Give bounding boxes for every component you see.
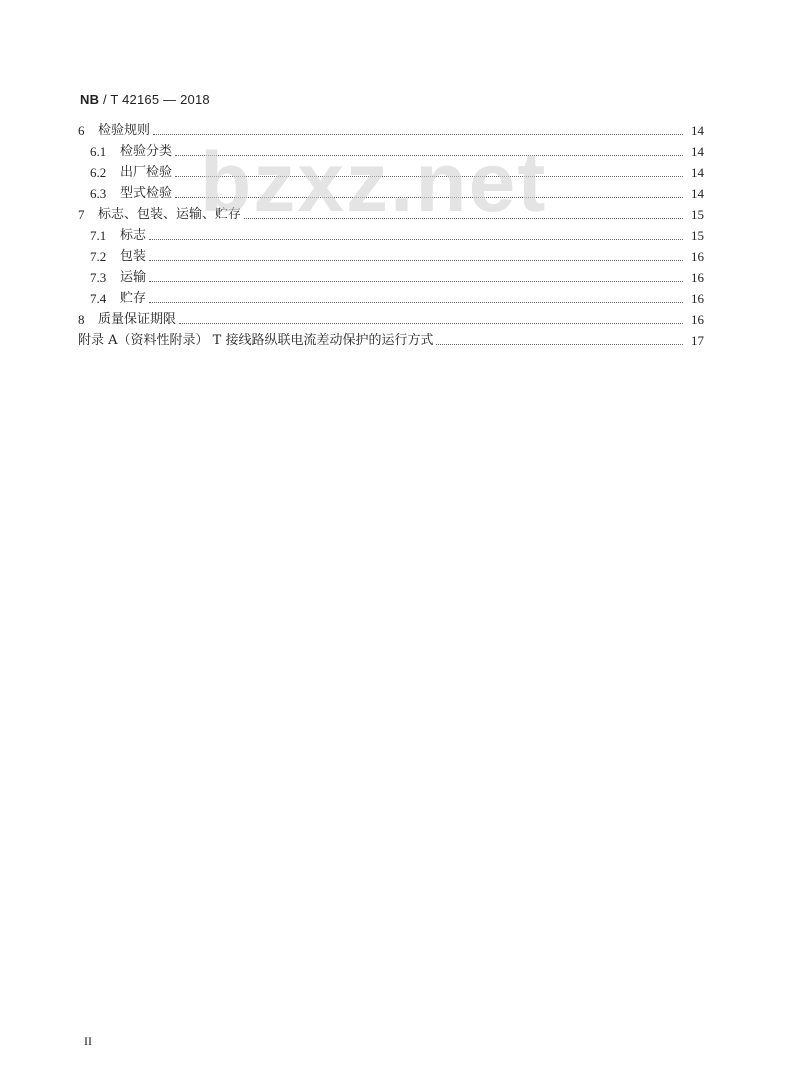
- toc-page: 14: [691, 144, 704, 159]
- toc-number: 7.3: [90, 270, 107, 285]
- toc-title: 附录 A（资料性附录） T 接线路纵联电流差动保护的运行方式: [78, 333, 434, 348]
- dot-leader: [175, 196, 683, 198]
- standard-code: / T 42165 — 2018: [99, 92, 210, 107]
- toc-number: 6: [78, 123, 85, 138]
- toc-title: 出厂检验: [120, 165, 173, 180]
- dot-leader: [244, 217, 683, 219]
- toc-page: 16: [691, 312, 704, 327]
- toc-title: 标志: [120, 228, 147, 243]
- toc-page: 14: [691, 123, 704, 138]
- toc-entry-7[interactable]: [78, 204, 704, 225]
- dot-leader: [153, 133, 683, 135]
- toc-title: 检验分类: [120, 144, 173, 159]
- toc-page: 16: [691, 270, 704, 285]
- toc-entry-6-1[interactable]: [78, 141, 704, 162]
- toc-title: 检验规则: [98, 123, 151, 138]
- toc-entry-7-3[interactable]: [78, 267, 704, 288]
- dot-leader: [175, 154, 683, 156]
- toc-entry-7-4[interactable]: [78, 288, 704, 309]
- toc-entry-6-3[interactable]: [78, 183, 704, 204]
- toc-entry-6[interactable]: [78, 120, 704, 141]
- toc-page: 16: [691, 291, 704, 306]
- toc-page: 16: [691, 249, 704, 264]
- toc-number: 7.4: [90, 291, 107, 306]
- toc-title: 质量保证期限: [98, 312, 177, 327]
- toc-number: 6.2: [90, 165, 107, 180]
- standard-prefix: NB: [80, 92, 100, 107]
- toc-title: 运输: [120, 270, 147, 285]
- toc-number: 7.1: [90, 228, 107, 243]
- toc-title: 型式检验: [120, 186, 173, 201]
- toc-page: 15: [691, 207, 704, 222]
- dot-leader: [179, 322, 683, 324]
- toc-entry-7-1[interactable]: [78, 225, 704, 246]
- page-number: II: [84, 1034, 92, 1048]
- toc-number: 6.1: [90, 144, 107, 159]
- toc-entry-6-2[interactable]: [78, 162, 704, 183]
- toc-page: 14: [691, 186, 704, 201]
- dot-leader: [149, 259, 683, 261]
- toc-entry-appendix-a[interactable]: [78, 330, 704, 351]
- toc-number: 8: [78, 312, 85, 327]
- toc-entry-7-2[interactable]: [78, 246, 704, 267]
- dot-leader: [436, 343, 683, 345]
- toc-title: 贮存: [120, 291, 147, 306]
- dot-leader: [175, 175, 683, 177]
- toc-number: 7.2: [90, 249, 107, 264]
- toc-page: 14: [691, 165, 704, 180]
- document-header: [80, 92, 210, 107]
- dot-leader: [149, 280, 683, 282]
- toc-number: 7: [78, 207, 85, 222]
- toc-title: 包装: [120, 249, 147, 264]
- watermark: bzxz.net: [200, 135, 548, 229]
- toc-title: 标志、包装、运输、贮存: [98, 207, 242, 222]
- dot-leader: [149, 301, 683, 303]
- toc-page: 15: [691, 228, 704, 243]
- toc-number: 6.3: [90, 186, 107, 201]
- dot-leader: [149, 238, 683, 240]
- toc-entry-8[interactable]: [78, 309, 704, 330]
- table-of-contents: [78, 120, 704, 351]
- toc-page: 17: [691, 333, 704, 348]
